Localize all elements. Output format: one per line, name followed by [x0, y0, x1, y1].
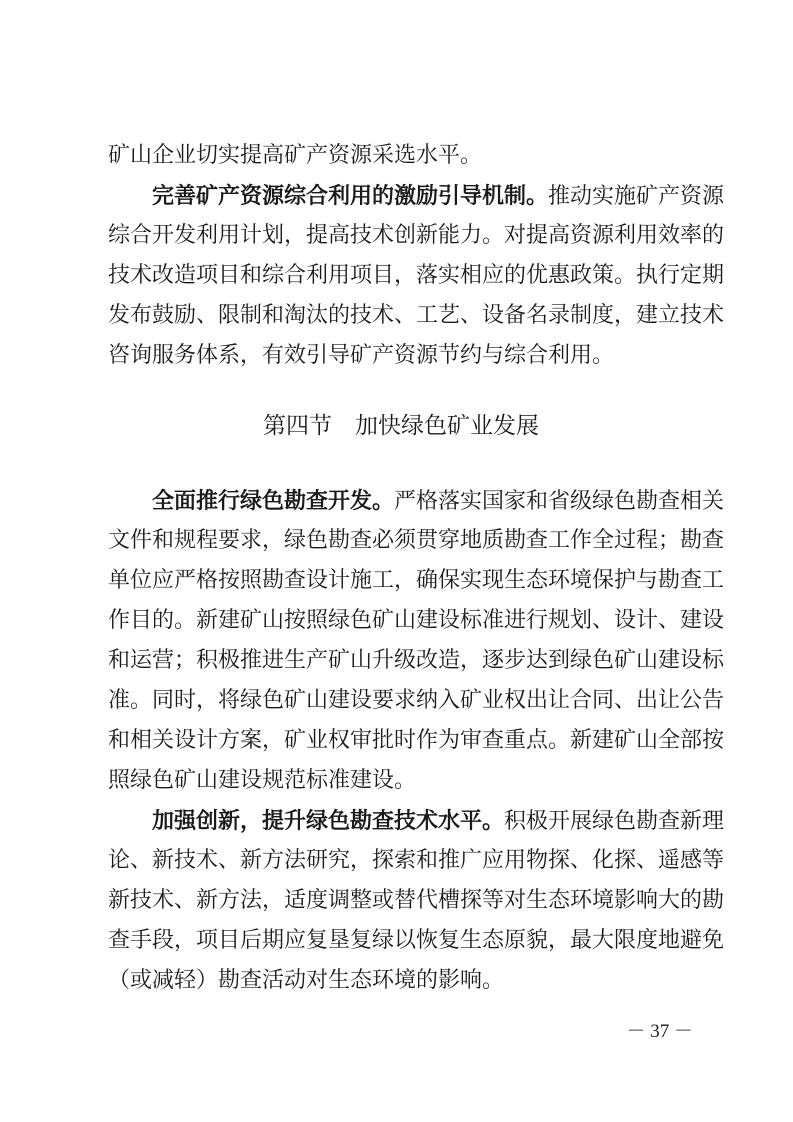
text-line	[152, 486, 725, 516]
line-text: 咨询服务体系，有效引导矿产资源节约与综合利用。	[108, 343, 615, 368]
text-line	[108, 966, 694, 996]
line-text: 综合开发利用计划，提高技术创新能力。对提高资源利用效率的	[108, 223, 725, 248]
line-text: 查手段，项目后期应复垦复绿以恢复生态原貌，最大限度地避免	[108, 928, 725, 953]
bold-lead-text: 加强创新，提升绿色勘查技术水平。	[152, 808, 505, 834]
text-line	[108, 261, 725, 291]
text-line	[108, 526, 725, 556]
line-text: （或减轻）勘查活动对生态环境的影响。	[108, 968, 505, 993]
text-line	[108, 886, 725, 916]
line-text: 技术改造项目和综合利用项目，落实相应的优惠政策。执行定期	[108, 263, 725, 288]
bold-lead-text: 完善矿产资源综合利用的激励引导机制。	[152, 183, 549, 209]
line-text: 推动实施矿产资源	[548, 184, 725, 209]
text-line	[108, 766, 694, 796]
text-line	[108, 566, 725, 596]
section-heading: 第四节 加快绿色矿业发展	[263, 413, 539, 439]
line-text: 准。同时，将绿色矿山建设要求纳入矿业权出让合同、出让公告	[108, 688, 725, 713]
text-line	[108, 606, 725, 636]
text-line	[108, 301, 725, 331]
line-text: 和运营；积极推进生产矿山升级改造，逐步达到绿色矿山建设标	[108, 648, 725, 673]
line-text: 矿山企业切实提高矿产资源采选水平。	[108, 143, 483, 168]
bold-lead-text: 全面推行绿色勘查开发。	[152, 488, 395, 514]
text-line	[108, 646, 725, 676]
text-line	[108, 141, 694, 171]
text-line	[108, 846, 725, 876]
text-line	[108, 341, 694, 371]
line-text: 文件和规程要求，绿色勘查必须贯穿地质勘查工作全过程；勘查	[108, 528, 725, 553]
line-text: 发布鼓励、限制和淘汰的技术、工艺、设备名录制度，建立技术	[108, 303, 725, 328]
line-text: 和相关设计方案，矿业权审批时作为审查重点。新建矿山全部按	[108, 728, 725, 753]
line-text: 新技术、新方法，适度调整或替代槽探等对生态环境影响大的勘	[108, 888, 725, 913]
text-line	[108, 726, 725, 756]
line-text: 严格落实国家和省级绿色勘查相关	[394, 489, 725, 514]
line-text: 论、新技术、新方法研究，探索和推广应用物探、化探、遥感等	[108, 848, 725, 873]
page-number: － 37 －	[626, 1021, 693, 1042]
line-text: 积极开展绿色勘查新理	[504, 809, 725, 834]
text-line	[152, 181, 725, 211]
line-text: 作目的。新建矿山按照绿色矿山建设标准进行规划、设计、建设	[108, 608, 725, 633]
text-line	[108, 686, 725, 716]
text-line	[108, 926, 725, 956]
line-text: 照绿色矿山建设规范标准建设。	[108, 768, 417, 793]
text-line	[108, 221, 725, 251]
text-line	[152, 806, 725, 836]
line-text: 单位应严格按照勘查设计施工，确保实现生态环境保护与勘查工	[108, 568, 725, 593]
